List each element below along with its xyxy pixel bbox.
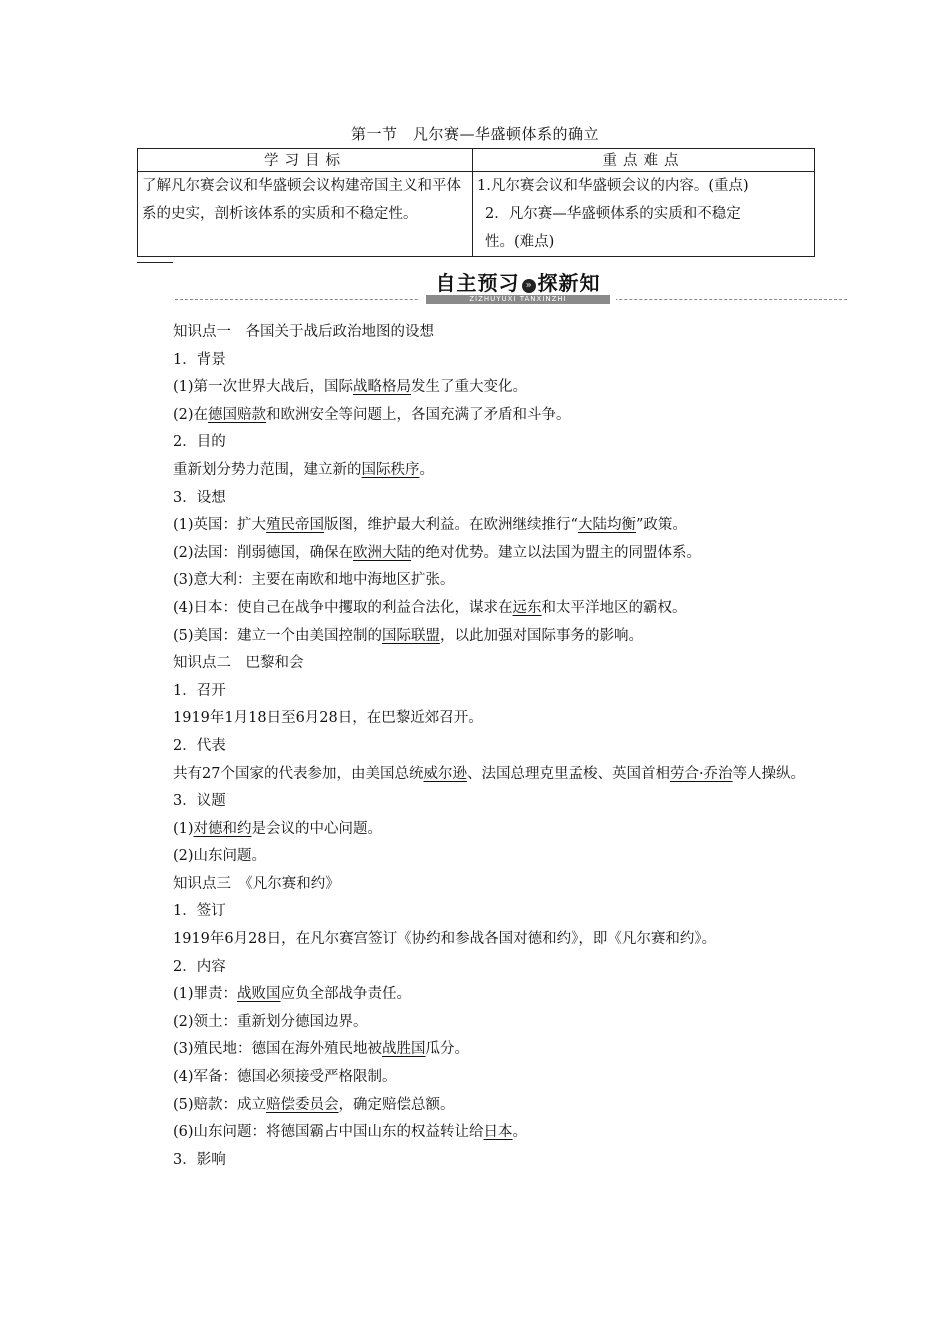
learning-goals-text: 了解凡尔赛会议和华盛顿会议构建帝国主义和平体系的史实，剖析该体系的实质和不稳定性。 xyxy=(142,178,461,222)
banner-right-text: 探新知 xyxy=(537,271,601,295)
list-item: (2)法国：削弱德国，确保在欧洲大陆的绝对优势。建立以法国为盟主的同盟体系。 xyxy=(173,544,702,561)
list-item: (1)罪责：战败国应负全部战争责任。 xyxy=(173,986,412,1003)
key-point-2b: 性。(难点) xyxy=(485,234,555,250)
main-content xyxy=(137,319,815,1174)
header-key-points: 重点难点 xyxy=(473,149,815,172)
subheading: 2．目的 xyxy=(173,434,226,451)
list-item: (6)山东问题：将德国霸占中国山东的权益转让给日本。 xyxy=(173,1124,528,1141)
header-learning-goals: 学习目标 xyxy=(138,149,473,172)
list-item: (1)英国：扩大殖民帝国版图，维护最大利益。在欧洲继续推行“大陆均衡”政策。 xyxy=(173,517,687,534)
list-item: (4)日本：使自己在战争中攫取的利益合法化，谋求在远东和太平洋地区的霸权。 xyxy=(173,599,687,616)
list-item: (2)山东问题。 xyxy=(173,848,267,865)
key-term: 德国赔款 xyxy=(208,406,267,423)
key-term: 殖民帝国 xyxy=(266,517,325,534)
subheading: 2．内容 xyxy=(173,958,226,975)
table-underline xyxy=(137,262,173,263)
list-item: (5)赔款：成立赔偿委员会，确定赔偿总额。 xyxy=(173,1096,455,1113)
key-point-2a: 2．凡尔赛—华盛顿体系的实质和不稳定 xyxy=(485,206,741,222)
knowledge-heading-1: 知识点一 各国关于战后政治地图的设想 xyxy=(173,324,434,340)
key-points-cell xyxy=(473,172,815,257)
subheading: 1．背景 xyxy=(173,351,226,368)
list-item: (3)意大利：主要在南欧和地中海地区扩张。 xyxy=(173,572,455,589)
key-term: 战略格局 xyxy=(353,379,412,396)
key-term: 大陆均衡 xyxy=(577,517,636,534)
list-item: (5)美国：建立一个由美国控制的国际联盟，以此加强对国际事务的影响。 xyxy=(173,627,644,644)
learning-goals-cell xyxy=(138,172,473,257)
key-term: 日本 xyxy=(483,1124,513,1141)
key-term: 威尔逊 xyxy=(423,765,467,782)
subheading: 1．召开 xyxy=(173,682,226,699)
list-item: 1919年1月18日至6月28日，在巴黎近郊召开。 xyxy=(173,710,483,727)
banner-box xyxy=(420,271,616,305)
key-term: 赔偿委员会 xyxy=(266,1096,339,1113)
subheading: 3．设想 xyxy=(173,489,226,506)
list-item: (2)在德国赔款和欧洲安全等问题上，各国充满了矛盾和斗争。 xyxy=(173,406,571,423)
knowledge-heading-3: 知识点三 《凡尔赛和约》 xyxy=(173,875,340,892)
subheading: 2．代表 xyxy=(173,737,226,754)
key-term: 战败国 xyxy=(237,986,281,1003)
section-banner xyxy=(175,271,847,305)
list-item: 重新划分势力范围，建立新的国际秩序。 xyxy=(173,461,434,478)
list-item: (2)领土：重新划分德国边界。 xyxy=(173,1013,368,1030)
list-item: 1919年6月28日，在凡尔赛宫签订《协约和参战各国对德和约》，即《凡尔赛和约》。 xyxy=(173,931,717,948)
list-item: (3)殖民地：德国在海外殖民地被战胜国瓜分。 xyxy=(173,1041,470,1058)
subheading: 3．影响 xyxy=(173,1151,226,1168)
key-point-1: 1.凡尔赛会议和华盛顿会议的内容。(重点) xyxy=(477,178,749,194)
list-item: (1)对德和约是会议的中心问题。 xyxy=(173,820,383,837)
subheading: 3．议题 xyxy=(173,793,226,810)
banner-pinyin: ZIZHUYUXI TANXINZHI xyxy=(426,295,610,304)
key-term: 劳合·乔治 xyxy=(669,765,733,782)
arrow-icon: » xyxy=(522,279,536,293)
subheading: 1．签订 xyxy=(173,903,226,920)
key-term: 国际秩序 xyxy=(361,461,420,478)
list-item: (1)第一次世界大战后，国际战略格局发生了重大变化。 xyxy=(173,379,528,396)
objectives-table xyxy=(137,148,815,257)
list-item: 共有27个国家的代表参加，由美国总统威尔逊、法国总理克里孟梭、英国首相劳合·乔治等人操纵。 xyxy=(173,765,806,782)
knowledge-heading-2: 知识点二 巴黎和会 xyxy=(173,655,304,672)
list-item: (4)军备：德国必须接受严格限制。 xyxy=(173,1069,397,1086)
banner-left-text: 自主预习 xyxy=(435,271,520,295)
key-term: 对德和约 xyxy=(193,820,252,837)
section-title: 第一节 凡尔赛—华盛顿体系的确立 xyxy=(350,125,599,143)
key-term: 远东 xyxy=(512,599,542,616)
key-term: 国际联盟 xyxy=(382,627,441,644)
key-term: 战胜国 xyxy=(382,1041,426,1058)
key-term: 欧洲大陆 xyxy=(353,544,412,561)
